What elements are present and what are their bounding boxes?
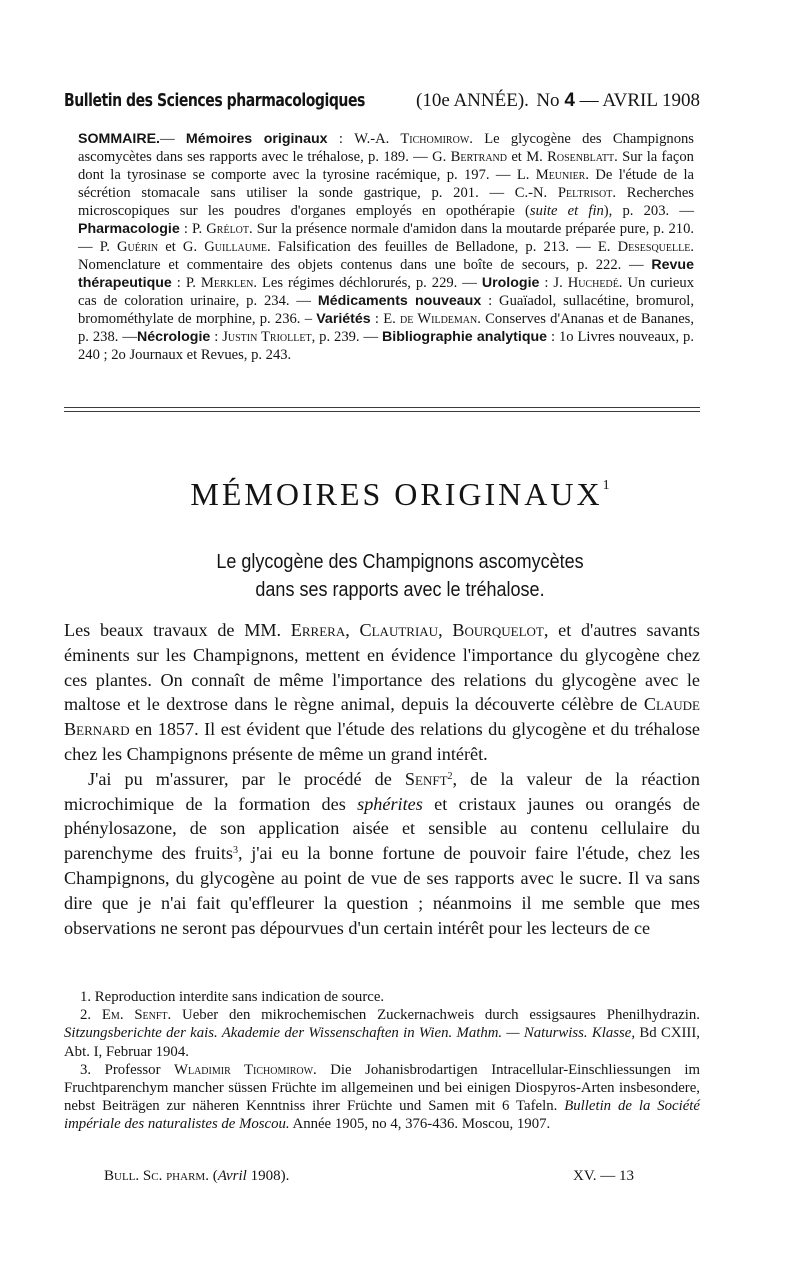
page-footer: [104, 1168, 634, 1190]
toc-text: :: [327, 131, 355, 147]
footnote-text: 3. Professor: [80, 1061, 175, 1078]
toc-section: Urologie: [481, 275, 540, 291]
article-title-line: Le glycogène des Champignons ascomycètes: [216, 551, 584, 573]
toc-text: —: [159, 131, 186, 147]
footer-month: Avril: [217, 1168, 247, 1184]
footnote-source: Sitzungsberichte der kais. Akademie der Wissenschaften in Wien. Mathm. — Naturwiss. Klasse,: [64, 1025, 636, 1042]
toc-author: G. Guillaume.: [182, 239, 271, 255]
person-name: Clautriau: [359, 620, 439, 640]
toc-text: et: [158, 239, 183, 255]
footnote-text: Année 1905, no 4, 376-436. Moscou, 1907.: [289, 1116, 551, 1133]
issue-prefix: No: [536, 90, 560, 111]
toc-text: Le glycogène des Champignons ascomycètes dans ses rapports avec le tréhalose, p. 189. —: [78, 131, 694, 165]
body-text: , de la valeur de la réaction microchimique de la formation des: [64, 768, 700, 814]
toc-text: Falsification des feuilles de Belladone, p. 213. —: [270, 239, 598, 255]
footnotes: [64, 988, 700, 1134]
footnote-1: 1. Reproduction interdite sans indication de source.: [80, 989, 385, 1005]
toc-author: Justin Triollet,: [222, 329, 316, 345]
footer-text: 1908).: [246, 1168, 290, 1184]
paragraph-1: [64, 618, 700, 767]
toc-text: : 1o Livres nouveaux, p. 240 ; 2o Journaux et Revues, p. 243.: [78, 329, 694, 363]
toc-section: Variétés: [316, 311, 371, 327]
toc-text: :: [179, 221, 192, 237]
body-text: J'ai pu m'assurer, par le procédé de: [88, 768, 405, 789]
person-name: Bourquelot: [452, 620, 544, 640]
footnote-text: Ueber den mikrochemischen Zuckernachweis durch essigsaures Phenilhydrazin.: [171, 1007, 700, 1024]
article-body: [64, 618, 700, 940]
toc-author: C.-N. Peltrisot.: [514, 185, 616, 201]
toc-text: Nomenclature et commentaire des objets contenus dans une boîte de secours, p. 222. —: [78, 257, 652, 273]
footnote-3: [64, 1061, 700, 1134]
footnote-ref: 2: [447, 770, 453, 782]
toc-italic: suite et fin: [529, 203, 604, 219]
body-text: en 1857. Il est évident que l'étude des relations du glycogène et du tréhalose chez les Champignons présente de même un grand intérêt.: [64, 719, 700, 764]
body-text: ,: [438, 620, 453, 640]
toc-section: Médicaments nouveaux: [317, 293, 482, 309]
footnote-2: [64, 1006, 700, 1061]
body-text: , j'ai eu la bonne fortune de pouvoir faire l'étude, chez les Champignons, du glycogène au point de vue de ses rapports avec le sucre. Il va sans dire que je n'ai fait qu'effleurer la question ; néanmoins il me semble que mes observations ne seront pas dépourvues d'un certain intérêt pour les lecteurs de ce: [64, 843, 700, 938]
toc-author: E. de Wildeman.: [383, 311, 481, 327]
issue-date: — AVRIL 1908: [579, 90, 700, 111]
footnote-text: Bd CXIII, Abt. I, Februar 1904.: [64, 1025, 700, 1060]
divider-bottom: [64, 411, 700, 412]
footer-text: Bull. Sc. pharm. (: [104, 1168, 218, 1184]
toc-section: Pharmacologie: [78, 221, 180, 237]
toc-text: et: [507, 149, 527, 165]
toc-text: p. 239. —: [315, 329, 383, 345]
toc-text: Recherches microscopiques sur les poudres d'organes employés en opothérapie (: [78, 185, 694, 219]
sommaire-label: SOMMAIRE.: [78, 131, 160, 147]
article-title-line: dans ses rapports avec le tréhalose.: [255, 579, 545, 601]
journal-name: Bulletin des Sciences pharmacologiques: [64, 90, 365, 111]
toc-text: :: [210, 329, 223, 345]
toc-author: G. Bertrand: [432, 149, 507, 165]
person-name: Senft: [404, 768, 448, 789]
toc-author: L. Meunier.: [516, 167, 590, 183]
footnote-text: 2.: [80, 1007, 102, 1024]
toc-section: Bibliographie analytique: [382, 329, 548, 345]
toc-text: De l'étude de la sécrétion stomacale sans utiliser la sonde gastrique, p. 201. —: [78, 167, 694, 201]
toc-author: W.-A. Tichomirow.: [354, 131, 473, 147]
page-number: XV. — 13: [573, 1168, 634, 1184]
toc-section: Mémoires originaux: [185, 131, 328, 147]
toc-author: P. Merklen.: [185, 275, 257, 291]
toc-text: ), p. 203. —: [603, 203, 694, 219]
toc-text: Sur la présence normale d'amidon dans la moutarde préparée pure, p. 210. —: [78, 221, 695, 255]
toc-text: Un curieux cas de coloration urinaire, p. 234. —: [78, 275, 695, 309]
toc-text: : Guaïadol, sullacétine, bromurol, bromométhylate de morphine, p. 236. –: [78, 293, 694, 327]
toc-author: E. Desesquelle.: [597, 239, 694, 255]
issue-info: [536, 90, 700, 112]
issue-number: 4: [564, 90, 575, 111]
body-text: et cristaux jaunes ou orangés de phénylosazone, de son application aisée et sensible au contenu cellulaire du parenchyme des fruits: [64, 793, 701, 864]
footnote-source: Bulletin de la Société impériale des naturalistes de Moscou.: [64, 1098, 700, 1133]
footnote-author: Em. Senft.: [101, 1007, 172, 1024]
toc-text: :: [171, 275, 186, 291]
toc-author: P. Grélot.: [192, 221, 253, 237]
person-name: Errera: [290, 620, 346, 640]
paragraph-2: [64, 767, 700, 941]
article-title: [40, 548, 760, 604]
toc-author: J. Huchedé.: [553, 275, 623, 291]
toc-section: Nécrologie: [136, 329, 211, 345]
divider-top: [64, 407, 700, 408]
footnote-ref: 3: [232, 845, 238, 857]
toc-text: Les régimes déchlorurés, p. 229. —: [257, 275, 482, 291]
person-name: Claude Bernard: [64, 694, 700, 740]
toc-text: Sur la façon dont la tyrosinase se comporte avec la tyrosine racémique, p. 197. —: [78, 149, 694, 183]
toc-author: P. Guérin: [99, 239, 159, 255]
running-header: [64, 90, 700, 116]
body-text: , et d'autres savants éminents sur les Champignons, mettent en évidence l'importance du glycogène chez ces plantes. On connaît de même l'importance des relations du glycogène avec le maltose et le dextrose dans le règne animal, depuis la découverte célèbre de: [64, 620, 701, 715]
toc-text: :: [370, 311, 384, 327]
toc-author: M. Rosenblatt.: [526, 149, 618, 165]
footnote-author: Wladimir Tichomirow.: [174, 1061, 317, 1078]
toc-section: Revue thérapeutique: [78, 257, 694, 291]
table-of-contents: [78, 130, 694, 364]
footer-citation: [104, 1168, 289, 1185]
section-title-text: MÉMOIRES ORIGINAUX: [190, 476, 603, 512]
body-text: Les beaux travaux de MM.: [64, 620, 291, 640]
section-title: [0, 476, 800, 513]
body-text: ,: [345, 620, 360, 640]
toc-text: Conserves d'Ananas et de Bananes, p. 238. —: [78, 311, 694, 345]
toc-text: :: [539, 275, 554, 291]
volume-year: (10e ANNÉE).: [416, 90, 529, 111]
footnote-text: Die Johanisbrodartigen Intracellular-Einschliessungen im Fruchtparenchym mancher süssen Früchte im allgemeinen und bei einigen Diospyros-Arten insbesondere, nebst Beiträgen zur näheren Kenntniss ihrer Früchte und Samen mit 6 Tafeln.: [64, 1061, 701, 1115]
title-footnote-mark: 1: [602, 478, 610, 493]
italic-term: sphérites: [357, 793, 423, 814]
